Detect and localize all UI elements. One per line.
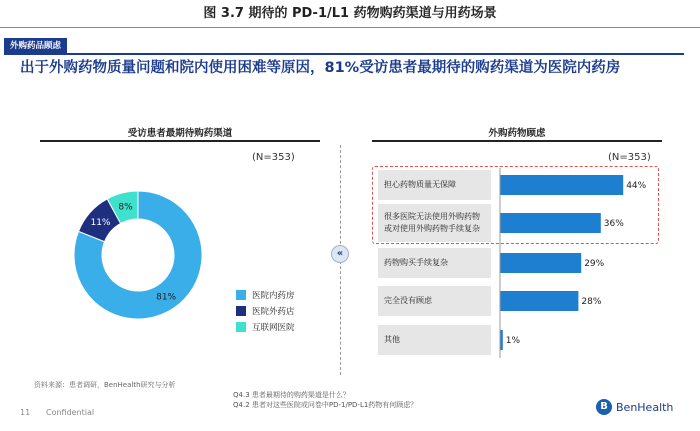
donut-n-label: (N=353) bbox=[252, 152, 295, 163]
legend-item bbox=[236, 287, 295, 303]
legend-label: 医院外药店 bbox=[252, 307, 295, 317]
benhealth-logo bbox=[596, 399, 673, 415]
donut-data-label: 8% bbox=[118, 202, 133, 213]
confidential-label: Confidential bbox=[46, 408, 95, 417]
donut-legend bbox=[236, 287, 295, 335]
page-number: 11 bbox=[20, 408, 31, 417]
bar-category-label: 药物购买手续复杂 bbox=[378, 248, 491, 278]
legend-swatch bbox=[236, 290, 246, 300]
legend-item bbox=[236, 319, 295, 335]
bar-n-label: (N=353) bbox=[608, 152, 651, 163]
bar-data-label: 28% bbox=[581, 297, 602, 307]
bar bbox=[500, 253, 581, 273]
legend-swatch bbox=[236, 322, 246, 332]
footer-notes bbox=[233, 390, 417, 410]
bar-category-label: 完全没有顾虑 bbox=[378, 286, 491, 316]
legend-swatch bbox=[236, 306, 246, 316]
logo-mark-icon: B bbox=[596, 399, 612, 415]
legend-label: 互联网医院 bbox=[252, 323, 295, 333]
bar-data-label: 36% bbox=[603, 219, 624, 229]
logo-text: BenHealth bbox=[616, 400, 674, 414]
bar-category-label: 其他 bbox=[378, 325, 491, 355]
legend-label: 医院内药房 bbox=[252, 291, 295, 301]
bar-category-label: 很多医院无法使用外购药物或对使用外购药物手续复杂 bbox=[378, 204, 491, 242]
headline: 出于外购药物质量问题和院内使用困难等原因，81%受访患者最期待的购药渠道为医院内药房 bbox=[20, 60, 621, 76]
donut-data-label: 81% bbox=[156, 292, 177, 303]
footer-note: Q4.2 患者对这些医院或问卷中PD-1/PD-L1药物有何顾虑？ bbox=[233, 401, 418, 409]
bar bbox=[500, 291, 578, 311]
legend-item bbox=[236, 303, 295, 319]
section-tag: 外购药品顾虑 bbox=[4, 38, 67, 54]
donut-data-label: 11% bbox=[90, 217, 111, 228]
donut-chart-title: 受访患者最期待购药渠道 bbox=[127, 128, 233, 139]
bar-data-label: 44% bbox=[626, 181, 647, 191]
highlight-box bbox=[372, 166, 659, 244]
footer-note: Q4.3 患者最期待的购药渠道是什么？ bbox=[233, 391, 350, 399]
bar-data-label: 29% bbox=[584, 259, 605, 269]
bar-category-label: 担心药物质量无保障 bbox=[378, 170, 491, 200]
bar-chart-title: 外购药物顾虑 bbox=[488, 128, 546, 139]
bar-data-label: 1% bbox=[505, 336, 521, 346]
figure-title: 图 3.7 期待的 PD-1/L1 药物购药渠道与用药场景 bbox=[0, 0, 700, 28]
footer-source: 资料来源：患者调研，BenHealth研究与分析 bbox=[34, 381, 176, 389]
collapse-arrows-icon[interactable]: « bbox=[331, 245, 349, 263]
